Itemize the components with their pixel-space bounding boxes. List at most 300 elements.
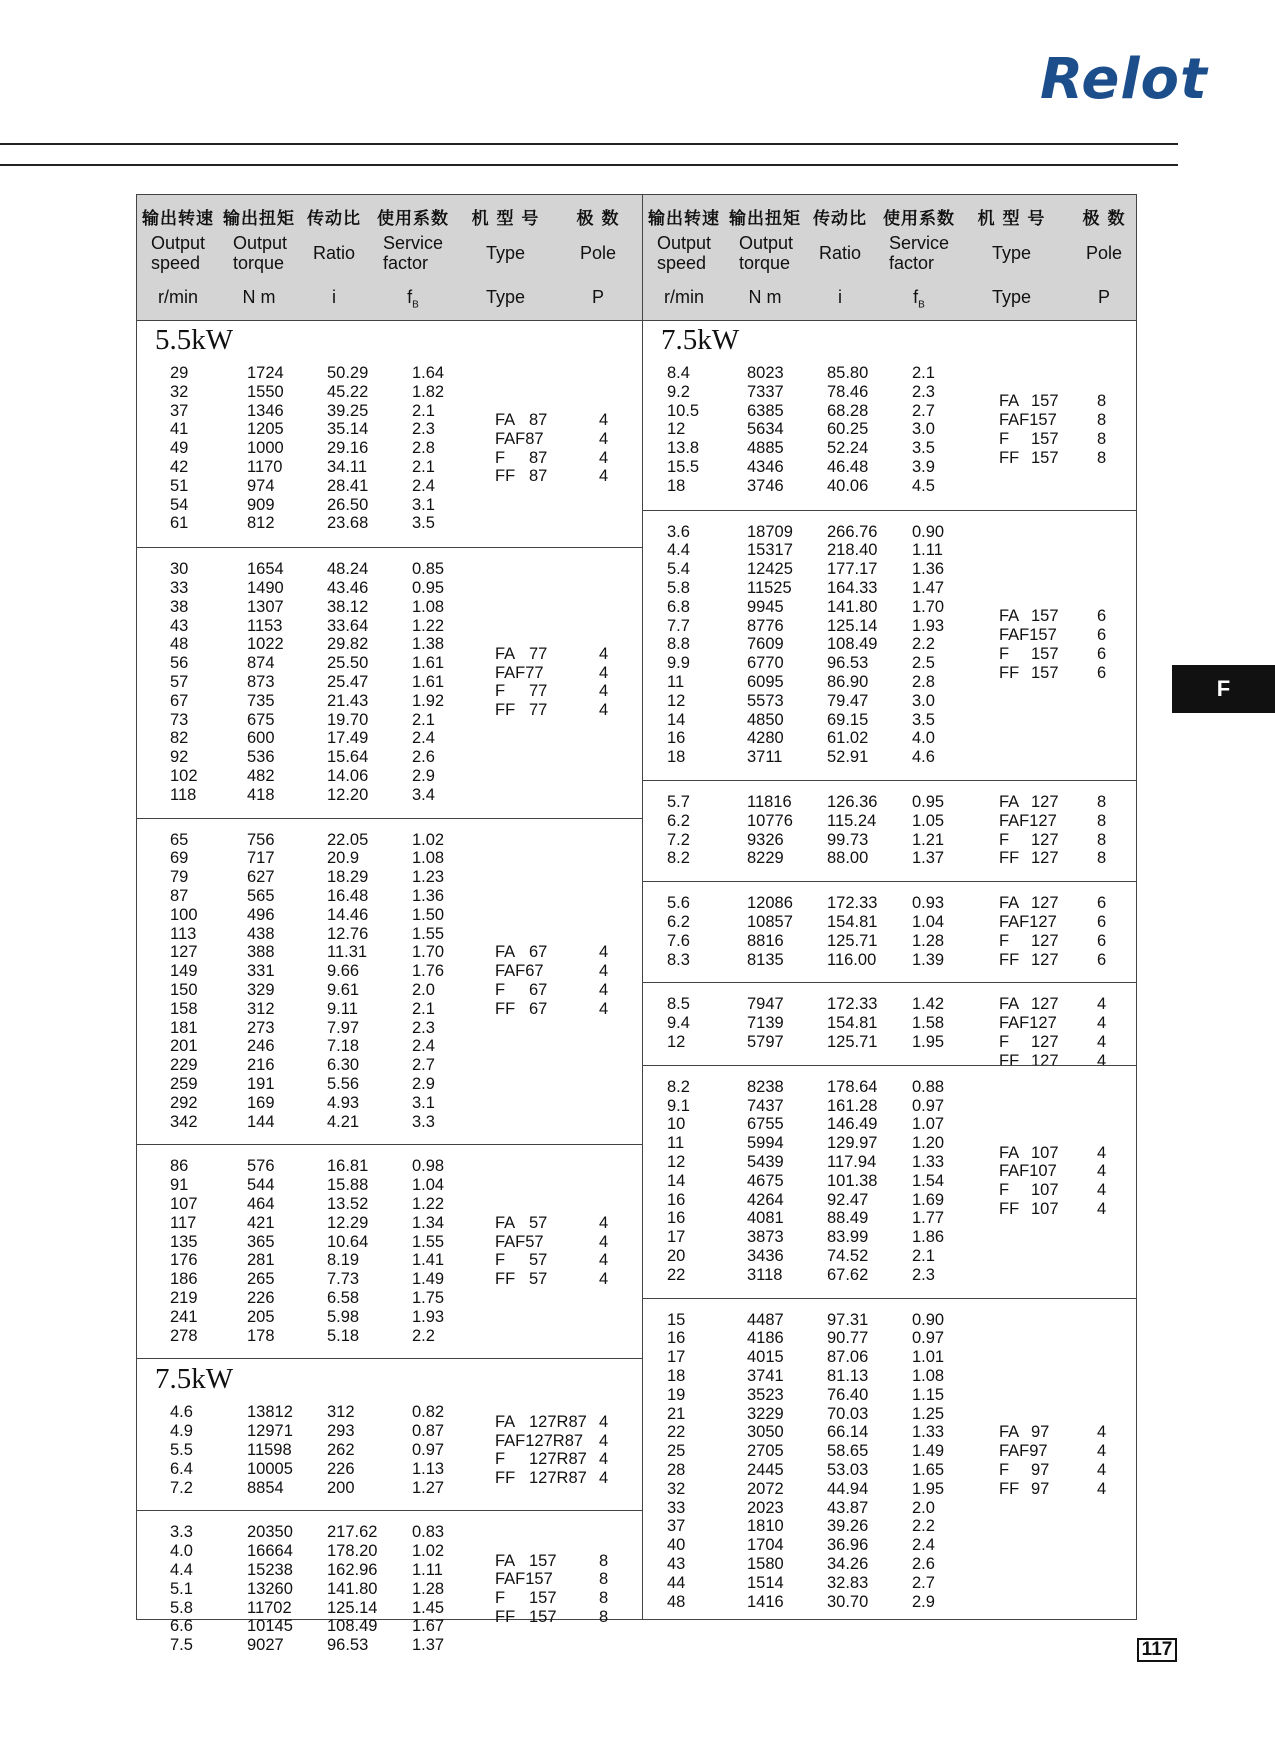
speed-value: 11 bbox=[667, 672, 685, 691]
speed-value: 4.9 bbox=[170, 1422, 193, 1441]
type-row bbox=[137, 1432, 642, 1451]
type-prefix: FA bbox=[495, 943, 516, 962]
pole-value: 4 bbox=[599, 1469, 609, 1488]
header-sym-0-5: P bbox=[591, 287, 604, 307]
service-factor-value: 1.33 bbox=[912, 1423, 945, 1442]
type-prefix: FA bbox=[999, 607, 1020, 626]
header-sym-1-1: N m bbox=[748, 287, 782, 307]
left-type-block bbox=[137, 1214, 642, 1289]
pole-value: 6 bbox=[1097, 912, 1107, 931]
pole-value: 4 bbox=[599, 943, 609, 962]
torque-value: 3523 bbox=[747, 1385, 784, 1404]
torque-value: 1205 bbox=[247, 420, 284, 439]
torque-value: 675 bbox=[247, 710, 275, 729]
torque-value: 600 bbox=[247, 729, 275, 748]
torque-value: 205 bbox=[247, 1307, 275, 1326]
service-factor-value: 1.50 bbox=[412, 905, 445, 924]
type-prefix: FF bbox=[495, 701, 516, 720]
service-factor-value: 1.22 bbox=[412, 1194, 445, 1213]
ratio-value: 7.18 bbox=[327, 1037, 360, 1056]
type-row bbox=[643, 951, 1136, 970]
torque-value: 1307 bbox=[247, 597, 284, 616]
speed-value: 158 bbox=[170, 999, 198, 1018]
type-size: 87 bbox=[529, 467, 548, 486]
type-prefix: F bbox=[999, 1032, 1010, 1051]
table-row bbox=[137, 617, 642, 636]
ratio-value: 76.40 bbox=[827, 1385, 869, 1404]
ratio-value: 164.33 bbox=[827, 578, 878, 597]
table-row bbox=[137, 1308, 642, 1327]
service-factor-value: 1.27 bbox=[412, 1478, 445, 1497]
type-prefix: FA bbox=[999, 392, 1020, 411]
table-row bbox=[137, 868, 642, 887]
ratio-value: 125.71 bbox=[827, 931, 878, 950]
speed-value: 43 bbox=[667, 1554, 686, 1573]
type-size: 127 bbox=[1031, 849, 1059, 868]
type-row bbox=[643, 849, 1136, 868]
table-row bbox=[137, 906, 642, 925]
type-prefix: FAF97 bbox=[999, 1442, 1048, 1461]
torque-value: 1170 bbox=[247, 457, 283, 476]
pole-value: 4 bbox=[1097, 1014, 1107, 1033]
speed-value: 38 bbox=[170, 597, 189, 616]
service-factor-value: 2.0 bbox=[412, 980, 435, 999]
torque-value: 5994 bbox=[747, 1134, 784, 1153]
speed-value: 5.4 bbox=[667, 560, 690, 579]
ratio-value: 141.80 bbox=[327, 1579, 378, 1598]
torque-value: 13260 bbox=[247, 1579, 293, 1598]
service-factor-value: 1.02 bbox=[412, 1542, 445, 1561]
service-factor-value: 1.55 bbox=[412, 1232, 445, 1251]
table-row bbox=[137, 786, 642, 805]
speed-value: 15.5 bbox=[667, 457, 700, 476]
speed-value: 91 bbox=[170, 1176, 189, 1195]
type-prefix: FF bbox=[495, 1469, 516, 1488]
type-row bbox=[643, 932, 1136, 951]
type-prefix: FF bbox=[495, 467, 516, 486]
header-sym-1-3: $f_B$ bbox=[913, 287, 925, 311]
torque-value: 1490 bbox=[247, 578, 284, 597]
speed-value: 92 bbox=[170, 748, 189, 767]
pole-value: 8 bbox=[1097, 410, 1107, 429]
service-factor-value: 0.95 bbox=[412, 578, 445, 597]
ratio-value: 25.47 bbox=[327, 672, 369, 691]
header-zh-0-5: 极 数 bbox=[576, 209, 620, 229]
speed-value: 8.8 bbox=[667, 635, 690, 654]
service-factor-value: 2.1 bbox=[412, 401, 435, 420]
ratio-value: 116.00 bbox=[827, 950, 877, 969]
torque-value: 4850 bbox=[747, 710, 784, 729]
pole-value: 4 bbox=[599, 429, 609, 448]
table-row bbox=[643, 1536, 1136, 1555]
type-prefix: FAF107 bbox=[999, 1162, 1057, 1181]
type-size: 107 bbox=[1031, 1143, 1059, 1162]
torque-value: 329 bbox=[247, 980, 275, 999]
torque-value: 1153 bbox=[247, 616, 283, 635]
table-row bbox=[137, 1195, 642, 1214]
service-factor-value: 1.49 bbox=[912, 1442, 945, 1461]
ratio-value: 34.26 bbox=[827, 1554, 869, 1573]
ratio-value: 8.19 bbox=[327, 1251, 360, 1270]
torque-value: 8135 bbox=[747, 950, 784, 969]
torque-value: 565 bbox=[247, 886, 275, 905]
table-row bbox=[643, 1574, 1136, 1593]
type-size: 87 bbox=[529, 448, 548, 467]
type-row bbox=[643, 793, 1136, 812]
header-rule-top bbox=[0, 143, 1178, 145]
torque-value: 735 bbox=[247, 691, 275, 710]
type-prefix: F bbox=[999, 931, 1010, 950]
service-factor-value: 1.22 bbox=[412, 616, 445, 635]
service-factor-value: 4.0 bbox=[912, 729, 935, 748]
table-row bbox=[643, 1266, 1136, 1285]
speed-value: 5.6 bbox=[667, 894, 690, 913]
ratio-value: 6.58 bbox=[327, 1288, 360, 1307]
table-row bbox=[137, 1523, 642, 1542]
service-factor-value: 2.3 bbox=[412, 1018, 435, 1037]
header-zh-1-0: 输出转速 bbox=[648, 209, 720, 229]
speed-value: 5.8 bbox=[170, 1598, 193, 1617]
speed-value: 292 bbox=[170, 1093, 198, 1112]
left-type-block bbox=[137, 1552, 642, 1627]
service-factor-value: 1.54 bbox=[912, 1171, 945, 1190]
type-row bbox=[643, 607, 1136, 626]
type-prefix: FAF157 bbox=[495, 1570, 553, 1589]
speed-value: 87 bbox=[170, 886, 189, 905]
ratio-value: 60.25 bbox=[827, 420, 869, 439]
torque-value: 4675 bbox=[747, 1171, 784, 1190]
header-en-0-4: Type bbox=[485, 243, 526, 263]
table-row bbox=[643, 1115, 1136, 1134]
ratio-value: 12.29 bbox=[327, 1213, 369, 1232]
service-factor-value: 1.82 bbox=[412, 382, 445, 401]
speed-value: 49 bbox=[170, 439, 189, 458]
service-factor-value: 1.37 bbox=[412, 1636, 445, 1655]
torque-value: 464 bbox=[247, 1194, 275, 1213]
torque-value: 11598 bbox=[247, 1440, 292, 1459]
speed-value: 48 bbox=[170, 635, 189, 654]
torque-value: 8816 bbox=[747, 931, 784, 950]
service-factor-value: 0.93 bbox=[912, 894, 945, 913]
ratio-value: 74.52 bbox=[827, 1246, 869, 1265]
torque-value: 11525 bbox=[747, 578, 792, 597]
ratio-value: 6.30 bbox=[327, 1056, 360, 1075]
table-row bbox=[643, 1348, 1136, 1367]
type-prefix: FA bbox=[999, 793, 1020, 811]
table-row bbox=[137, 514, 642, 533]
ratio-value: 81.13 bbox=[827, 1366, 869, 1385]
pole-value: 4 bbox=[1097, 1032, 1107, 1051]
table-row bbox=[137, 925, 642, 944]
left-group-4 bbox=[137, 1358, 642, 1510]
service-factor-value: 3.5 bbox=[912, 710, 935, 729]
header-rule-bottom bbox=[0, 164, 1178, 166]
pole-value: 4 bbox=[599, 962, 609, 981]
ratio-value: 200 bbox=[327, 1478, 355, 1497]
table-row bbox=[643, 1097, 1136, 1116]
ratio-value: 30.70 bbox=[827, 1592, 869, 1611]
ratio-value: 5.18 bbox=[327, 1326, 360, 1345]
speed-value: 30 bbox=[170, 560, 189, 579]
speed-value: 51 bbox=[170, 476, 189, 495]
ratio-value: 29.82 bbox=[327, 635, 369, 654]
type-row bbox=[137, 1589, 642, 1608]
speed-value: 7.2 bbox=[667, 830, 690, 849]
type-size: 67 bbox=[529, 980, 548, 999]
fb-subscript: B bbox=[412, 299, 419, 311]
speed-value: 186 bbox=[170, 1270, 198, 1289]
ratio-value: 78.46 bbox=[827, 382, 869, 401]
table-row bbox=[137, 560, 642, 579]
service-factor-value: 1.21 bbox=[912, 830, 945, 849]
speed-value: 79 bbox=[170, 868, 189, 887]
speed-value: 19 bbox=[667, 1385, 686, 1404]
header-zh-1-2: 传动比 bbox=[813, 209, 867, 229]
torque-value: 873 bbox=[247, 672, 275, 691]
ratio-value: 162.96 bbox=[327, 1560, 378, 1579]
header-en-1-4: Type bbox=[991, 243, 1032, 263]
speed-value: 37 bbox=[667, 1517, 686, 1536]
service-factor-value: 2.3 bbox=[912, 1265, 935, 1284]
speed-value: 48 bbox=[667, 1592, 686, 1611]
type-row bbox=[643, 831, 1136, 850]
speed-value: 6.2 bbox=[667, 912, 690, 931]
type-prefix: FAF87 bbox=[495, 429, 544, 448]
service-factor-value: 2.4 bbox=[412, 1037, 435, 1056]
ratio-value: 146.49 bbox=[827, 1115, 878, 1134]
type-prefix: FF bbox=[999, 448, 1020, 467]
ratio-value: 66.14 bbox=[827, 1423, 869, 1442]
ratio-value: 14.46 bbox=[327, 905, 369, 924]
torque-value: 16664 bbox=[247, 1542, 293, 1561]
type-prefix: FAF127 bbox=[999, 1014, 1057, 1033]
torque-value: 496 bbox=[247, 905, 275, 924]
speed-value: 9.1 bbox=[667, 1096, 690, 1115]
header-en-1-5: Pole bbox=[1085, 243, 1123, 263]
ratio-value: 262 bbox=[327, 1440, 355, 1459]
ratio-value: 29.16 bbox=[327, 439, 369, 458]
service-factor-value: 3.1 bbox=[412, 1093, 435, 1112]
pole-value: 4 bbox=[1097, 1051, 1107, 1070]
service-factor-value: 1.39 bbox=[912, 950, 945, 969]
ratio-value: 21.43 bbox=[327, 691, 369, 710]
torque-value: 20350 bbox=[247, 1523, 293, 1542]
speed-value: 56 bbox=[170, 654, 189, 673]
torque-value: 10145 bbox=[247, 1617, 293, 1636]
torque-value: 3741 bbox=[747, 1366, 784, 1385]
speed-value: 42 bbox=[170, 457, 189, 476]
type-prefix: FA bbox=[999, 1423, 1020, 1442]
right-group-2 bbox=[643, 780, 1136, 881]
torque-value: 756 bbox=[247, 830, 275, 849]
torque-value: 627 bbox=[247, 868, 275, 887]
type-prefix: F bbox=[999, 429, 1010, 448]
type-prefix: FF bbox=[999, 663, 1020, 682]
table-row bbox=[137, 579, 642, 598]
torque-value: 9945 bbox=[747, 597, 784, 616]
speed-value: 29 bbox=[170, 364, 189, 382]
service-factor-value: 0.95 bbox=[912, 793, 945, 811]
pole-value: 4 bbox=[599, 999, 609, 1018]
left-type-block bbox=[137, 943, 642, 1018]
header-sym-1-4: Type bbox=[991, 287, 1032, 307]
left-type-block bbox=[137, 411, 642, 486]
header-en-0-3: Service factor bbox=[383, 233, 444, 273]
type-size: 77 bbox=[529, 644, 548, 663]
speed-value: 65 bbox=[170, 830, 189, 849]
section-tab-f[interactable]: F bbox=[1172, 665, 1275, 713]
ratio-value: 52.91 bbox=[827, 748, 869, 767]
service-factor-value: 1.37 bbox=[912, 849, 945, 868]
speed-value: 54 bbox=[170, 495, 189, 514]
service-factor-value: 2.9 bbox=[912, 1592, 935, 1611]
speed-value: 6.6 bbox=[170, 1617, 193, 1636]
table-row bbox=[137, 849, 642, 868]
type-prefix: F bbox=[999, 644, 1010, 663]
ratio-value: 48.24 bbox=[327, 560, 369, 579]
torque-value: 2072 bbox=[747, 1479, 784, 1498]
pole-value: 4 bbox=[599, 411, 609, 429]
right-type-block bbox=[643, 1144, 1136, 1219]
pole-value: 4 bbox=[599, 467, 609, 486]
speed-value: 5.5 bbox=[170, 1440, 193, 1459]
service-factor-value: 1.61 bbox=[412, 672, 445, 691]
speed-value: 25 bbox=[667, 1442, 686, 1461]
torque-value: 8854 bbox=[247, 1478, 284, 1497]
type-row bbox=[643, 1014, 1136, 1033]
table-row bbox=[643, 541, 1136, 560]
table-row bbox=[643, 1247, 1136, 1266]
service-factor-value: 1.08 bbox=[412, 597, 445, 616]
ratio-value: 19.70 bbox=[327, 710, 369, 729]
service-factor-value: 2.1 bbox=[412, 999, 435, 1018]
speed-value: 16 bbox=[667, 729, 686, 748]
ratio-value: 88.00 bbox=[827, 849, 869, 868]
speed-value: 135 bbox=[170, 1232, 198, 1251]
type-row bbox=[643, 1461, 1136, 1480]
type-row bbox=[643, 664, 1136, 683]
service-factor-value: 3.0 bbox=[912, 420, 935, 439]
pole-value: 8 bbox=[599, 1589, 609, 1608]
service-factor-value: 2.7 bbox=[912, 401, 935, 420]
speed-value: 40 bbox=[667, 1536, 686, 1555]
ratio-value: 226 bbox=[327, 1459, 355, 1478]
torque-value: 7437 bbox=[747, 1096, 784, 1115]
speed-value: 5.1 bbox=[170, 1579, 193, 1598]
service-factor-value: 2.3 bbox=[912, 382, 935, 401]
header-sym-0-1: N m bbox=[242, 287, 276, 307]
service-factor-value: 2.6 bbox=[912, 1554, 935, 1573]
ratio-value: 85.80 bbox=[827, 364, 869, 382]
speed-value: 28 bbox=[667, 1460, 686, 1479]
service-factor-value: 1.08 bbox=[412, 849, 445, 868]
table-row bbox=[643, 523, 1136, 542]
type-row bbox=[137, 1270, 642, 1289]
speed-value: 7.6 bbox=[667, 931, 690, 950]
ratio-value: 108.49 bbox=[827, 635, 878, 654]
ratio-value: 178.20 bbox=[327, 1542, 378, 1561]
speed-value: 69 bbox=[170, 849, 189, 868]
table-row bbox=[643, 579, 1136, 598]
type-size: 87 bbox=[529, 411, 548, 429]
torque-value: 7609 bbox=[747, 635, 784, 654]
table-header bbox=[137, 195, 1136, 321]
speed-value: 4.4 bbox=[170, 1560, 193, 1579]
ratio-value: 43.87 bbox=[827, 1498, 869, 1517]
speed-value: 259 bbox=[170, 1074, 198, 1093]
torque-value: 3746 bbox=[747, 476, 784, 495]
table-row bbox=[643, 560, 1136, 579]
table-row bbox=[137, 1327, 642, 1346]
header-sym-0-0: r/min bbox=[158, 287, 198, 307]
speed-value: 150 bbox=[170, 980, 198, 999]
ratio-value: 9.61 bbox=[327, 980, 360, 999]
right-type-block bbox=[643, 1423, 1136, 1498]
speed-value: 18 bbox=[667, 476, 686, 495]
type-size: 67 bbox=[529, 999, 548, 1018]
type-size: 127R87 bbox=[529, 1412, 587, 1431]
service-factor-value: 0.88 bbox=[912, 1077, 945, 1096]
table-row bbox=[137, 1075, 642, 1094]
ratio-value: 16.48 bbox=[327, 886, 369, 905]
ratio-value: 96.53 bbox=[327, 1636, 369, 1655]
speed-value: 3.6 bbox=[667, 522, 690, 541]
ratio-value: 28.41 bbox=[327, 476, 369, 495]
ratio-value: 125.14 bbox=[827, 616, 878, 635]
service-factor-value: 0.83 bbox=[412, 1523, 445, 1542]
type-size: 157 bbox=[529, 1589, 557, 1608]
right-power-title: 7.5kW bbox=[661, 324, 740, 356]
service-factor-value: 0.82 bbox=[412, 1403, 445, 1422]
service-factor-value: 0.97 bbox=[912, 1096, 945, 1115]
service-factor-value: 1.01 bbox=[912, 1348, 945, 1367]
type-row bbox=[137, 1608, 642, 1627]
right-type-block bbox=[643, 995, 1136, 1070]
torque-value: 12425 bbox=[747, 560, 793, 579]
speed-value: 149 bbox=[170, 962, 198, 981]
service-factor-value: 1.04 bbox=[412, 1176, 445, 1195]
torque-value: 1346 bbox=[247, 401, 284, 420]
speed-value: 61 bbox=[170, 514, 189, 533]
table-row bbox=[137, 1019, 642, 1038]
service-factor-value: 2.9 bbox=[412, 766, 435, 785]
ratio-value: 16.81 bbox=[327, 1157, 369, 1176]
header-sym-0-4: Type bbox=[485, 287, 526, 307]
service-factor-value: 0.87 bbox=[412, 1422, 445, 1441]
type-prefix: FAF57 bbox=[495, 1232, 544, 1251]
service-factor-value: 1.70 bbox=[912, 597, 945, 616]
ratio-value: 22.05 bbox=[327, 830, 369, 849]
speed-value: 10.5 bbox=[667, 401, 700, 420]
type-row bbox=[137, 467, 642, 486]
ratio-value: 86.90 bbox=[827, 672, 869, 691]
table-row bbox=[643, 1555, 1136, 1574]
ratio-value: 90.77 bbox=[827, 1329, 869, 1348]
torque-value: 8238 bbox=[747, 1077, 784, 1096]
table-row bbox=[643, 1386, 1136, 1405]
service-factor-value: 2.7 bbox=[412, 1056, 435, 1075]
table-row bbox=[643, 1517, 1136, 1536]
left-type-block bbox=[137, 1413, 642, 1488]
type-size: 157 bbox=[1031, 448, 1059, 467]
type-row bbox=[643, 1442, 1136, 1461]
speed-value: 6.4 bbox=[170, 1459, 193, 1478]
speed-value: 12 bbox=[667, 1032, 686, 1051]
speed-value: 118 bbox=[170, 785, 197, 804]
speed-value: 7.7 bbox=[667, 616, 690, 635]
type-row bbox=[137, 943, 642, 962]
torque-value: 3050 bbox=[747, 1423, 784, 1442]
